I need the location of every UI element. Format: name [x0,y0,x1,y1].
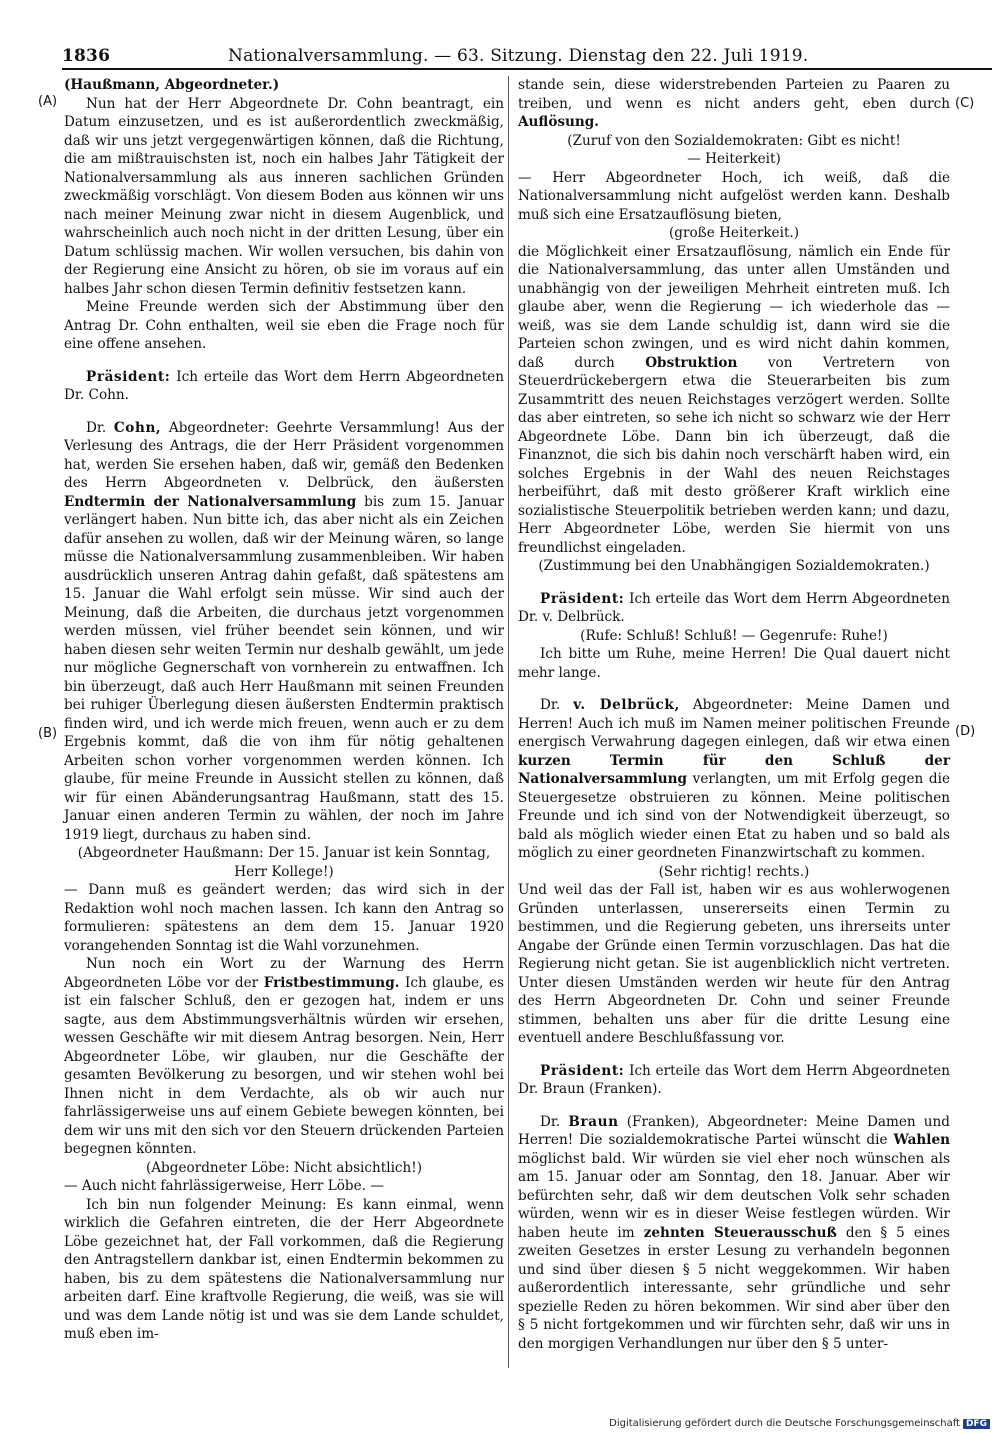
paragraph: — Dann muß es geändert werden; das wird sich in der Redaktion wohl noch machen lassen. Ich kann den Antrag so formulieren: spätestens an dem dem 15. Januar 1920 vorangehenden Sonntag ist die Wahl vorzunehmen. [64,882,504,954]
interjection: (Zuruf von den Sozialdemokraten: Gibt es nicht! [567,132,901,149]
interjection: (große Heiterkeit.) [668,225,800,241]
margin-marker-b: (B) [38,726,58,741]
paragraph: Meine Freunde werden sich der Abstimmung über den Antrag Dr. Cohn enthalten, weil sie eben die Frage noch für eine offene ansehen. [64,299,504,352]
paragraph: stande sein, diese widerstrebenden Parteien zu Paaren zu treiben, und wenn es nicht anders geht, eben durch Auflösung. [518,77,950,130]
margin-marker-a: (A) [38,94,58,109]
paragraph: Präsident: Ich erteile das Wort dem Herrn Abgeordneten Dr. Braun (Franken). [518,1062,950,1097]
right-column [518,76,950,1353]
paragraph: Nun noch ein Wort zu der Warnung des Herrn Abgeordneten Löbe vor der Fristbestimmung. Ich glaube, es ist ein falscher Schluß, den er gezogen hat, indem er uns sagte, aus dem Abstimmungsverhältnis würden wir ersehen, wessen Geschäfte wir mit diesem Antrag besorgen. Nein, Herr Abgeordneter Löbe, wir glauben, nur die Geschäfte der gesamten Bevölkerung zu besorgen, und wir stehen wohl bei Ihnen nicht in dem Verdachte, als ob wir auch nur fahrlässigerweise uns auf einem Gebiete bewegen könnten, bei dem wir uns mit den sich vor den Steuern drückenden Parteien begegnen könnten. [64,956,505,1157]
paragraph: — Herr Abgeordneter Hoch, ich weiß, daß die Nationalversammlung nicht aufgelöst werden kann. Deshalb muß sich eine Ersatzauflösung bieten, [518,169,950,223]
paragraph: — Auch nicht fahrlässigerweise, Herr Löbe. — [64,1178,384,1194]
speaker-label: Braun [568,1113,619,1130]
interjection: — Heiterkeit) [687,151,781,167]
paragraph: Nun hat der Herr Abgeordnete Dr. Cohn beantragt, ein Datum einzusetzen, und es ist außerordentlich zweckmäßig, daß wir uns jetzt vergegenwärtigen können, daß die Richtung, die am mißtrauischsten ist, noch ein halbes Jahr Tätigkeit der Nationalversammlung als aus inneren sachlichen Gründen zweckmäßig vorschlägt. Von diesem Boden aus können wir uns nach meiner Meinung zwar nicht in diesem Augenblick, und wahrscheinlich auch noch nicht in der dritten Lesung, über ein Datum schlüssig machen. Wir wollen versuchen, bis dahin von der Regierung eine Ansicht zu hören, ob sie im voraus auf ein halbes Jahr schon diesen Termin definitiv festsetzen kann. [64,95,504,297]
interjection: (Abgeordneter Haußmann: Der 15. Januar ist kein Sonntag, Herr Kollege!) [77,845,491,880]
paragraph: Dr. v. Delbrück, Abgeordneter: Meine Damen und Herren! Auch ich muß im Namen meiner politischen Freunde energisch Verwahrung dagegen einlegen, daß wir etwa einen kurzen Termin für den Schluß der Nationalversammlung verlangten, um mit Erfolg gegen die Steuergesetze obstruieren zu können. Meine politischen Freunde und ich sind von der Notwendigkeit überzeugt, so bald als möglich wieder einen Etat zu haben und so bald als möglich zu einer geordneten Finanzwirtschaft zu kommen. [518,697,951,861]
page-number: 1836 [62,46,111,66]
paragraph: die Möglichkeit einer Ersatzauflösung, nämlich ein Ende für die Nationalversammlung, das unter allen Umständen und unabhängig von der jeweiligen Mehrheit eintreten muß. Ich glaube aber, wenn die Regierung — ich wiederhole das — weiß, was sie dem Lande schuldig ist, dann wird sie die Parteien schon zwingen, und es wird nicht dahin kommen, daß durch Obstruktion von Vertretern von Steuerdrückebergern etwa die Steuerarbeiten bis zum Zusammtritt des neuen Reichstages verzögert werden. Sollte das aber eintreten, so sehe ich nicht so schwarz wie der Herr Abgeordnete Löbe. Dann bin ich überzeugt, daß die Finanznot, die sich bis dahin noch verschärft haben wird, ein solches Ergebnis in der Wahl des neuen Reichstages herbeiführt, daß mit desto größerer Kraft wirklich eine sozialistische Steuerpolitik betrieben werden kann; und dazu, Herr Abgeordneter Löbe, werden Sie hiermit von uns freundlichst eingeladen. [518,243,950,556]
speaker-label: Präsident: [540,1062,625,1079]
speaker-label: Präsident: [540,590,625,607]
paragraph: Ich bitte um Ruhe, meine Herren! Die Qual dauert nicht mehr lange. [518,646,950,681]
dfg-logo: DFG [963,1419,990,1429]
interjection: (Sehr richtig! rechts.) [658,863,810,880]
speaker-label: Präsident: [86,368,171,385]
paragraph: Dr. Braun (Franken), Abgeordneter: Meine Damen und Herren! Die sozialdemokratische Partei wünscht die Wahlen möglichst bald. Wir würden sie viel eher noch wünschen als am 15. Januar oder am Sonntag, den 18. Januar. Aber wir befürchten sehr, daß wir dem deutschen Volk sehr schaden würden, wenn wir es in dieser Weise festlegen würden. Wir haben heute im zehnten Steuerausschuß den § 5 eines zweiten Gesetzes in erster Lesung zu verhandeln begonnen und sind über diesen § 5 nicht weggekommen. Wir haben außerordentlich interessante, sehr gründliche und sehr spezielle Reden zu hören bekommen. Wir sind aber über den § 5 nicht fortgekommen und wir fürchten sehr, daß wir uns in den morgigen Verhandlungen nur über den § 5 unter- [518,1113,951,1352]
interjection: (Abgeordneter Löbe: Nicht absichtlich!) [145,1159,423,1176]
speaker-label: Cohn, [113,419,162,436]
margin-marker-c: (C) [955,96,975,111]
paragraph: Dr. Cohn, Abgeordneter: Geehrte Versammlung! Aus der Verlesung des Antrags, die der Herr Präsident vorgenommen hat, werden Sie ersehen haben, daß wir, gemäß den Bedenken des Herrn Abgeordneten v. Delbrück, den äußersten Endtermin der Nationalversammlung bis zum 15. Januar verlängert haben. Nun bitte ich, das aber nicht als ein Zeichen dafür ansehen zu wollen, daß wir der Meinung wären, so lange müsse die Nationalversammlung zusammenbleiben. Wir haben ausdrücklich unseren Antrag dahin gefaßt, daß spätestens am 15. Januar die Wahl erfolgt sein müsse. Wir sind auch der Meinung, daß die Arbeiten, die durchaus jetzt vorgenommen werden müssen, viel früher beendet sein können, und wir haben diesen sehr weiten Termin nur deshalb gewählt, um jede nur mögliche Gegnerschaft von vornherein zu entwaffnen. Ich bin überzeugt, daß auch Herr Haußmann mit seinen Freunden bei ruhiger Überlegung diesen äußersten Endtermin praktisch finden wird, und ich werde mich freuen, wenn auch er zu dem Ergebnis kommt, daß die von ihm für nötig gehaltenen Arbeiten schon vorher vorgenommen werden können. Ich glaube, für meine Freunde in Aussicht stellen zu können, daß wir für einen Abänderungsantrag Haußmann, statt des 15. Januar einen anderen Termin zu wählen, der noch im Jahre 1919 liegt, durchaus zu haben sind. [64,419,505,843]
footer-credit [609,1418,990,1429]
left-column [64,76,504,1344]
paragraph: Ich bin nun folgender Meinung: Es kann einmal, wenn wirklich die Gefahren eintreten, die der Herr Abgeordnete Löbe gezeichnet hat, der Fall vorkommen, daß die Regierung den Antragstellern dankbar ist, einen Endtermin bekommen zu haben, bis zu dem spätestens die Nationalversammlung nur arbeiten darf. Eine kraftvolle Regierung, die weiß, was sie will und was dem Lande nötig ist und was sie dem Lande schuldet, muß eben im- [64,1196,504,1342]
interjection: (Rufe: Schluß! Schluß! — Gegenrufe: Ruhe!) [580,627,888,644]
paragraph: Und weil das der Fall ist, haben wir es aus wohlerwogenen Gründen unterlassen, unsererseits einen Termin zu bestimmen, und die Regierung gebeten, uns ihrerseits unter Angabe der Gründe einen Termin vorzuschlagen. Das hat die Regierung nicht getan. Sie ist augenblicklich nicht vertreten. Unter diesen Umständen werden wir heute für den Antrag des Herrn Abgeordneten Dr. Cohn und seiner Freunde stimmen, behalten uns aber für die dritte Lesung eine eventuell andere Beschlußfassung vor. [518,882,950,1046]
interjection: (Zustimmung bei den Unabhängigen Sozialdemokraten.) [538,558,930,574]
paragraph: Präsident: Ich erteile das Wort dem Herrn Abgeordneten Dr. Cohn. [64,368,504,403]
column-divider [508,76,509,1368]
running-speaker: (Haußmann, Abgeordneter.) [64,77,280,93]
page-header [62,44,992,70]
page-title: Nationalversammlung. — 63. Sitzung. Dienstag den 22. Juli 1919. [228,46,809,66]
speaker-label: v. Delbrück, [573,697,680,713]
margin-marker-d: (D) [955,724,976,739]
paragraph: Präsident: Ich erteile das Wort dem Herrn Abgeordneten Dr. v. Delbrück. [518,590,950,625]
footer-text: Digitalisierung gefördert durch die Deutsche Forschungsgemeinschaft [609,1418,960,1429]
